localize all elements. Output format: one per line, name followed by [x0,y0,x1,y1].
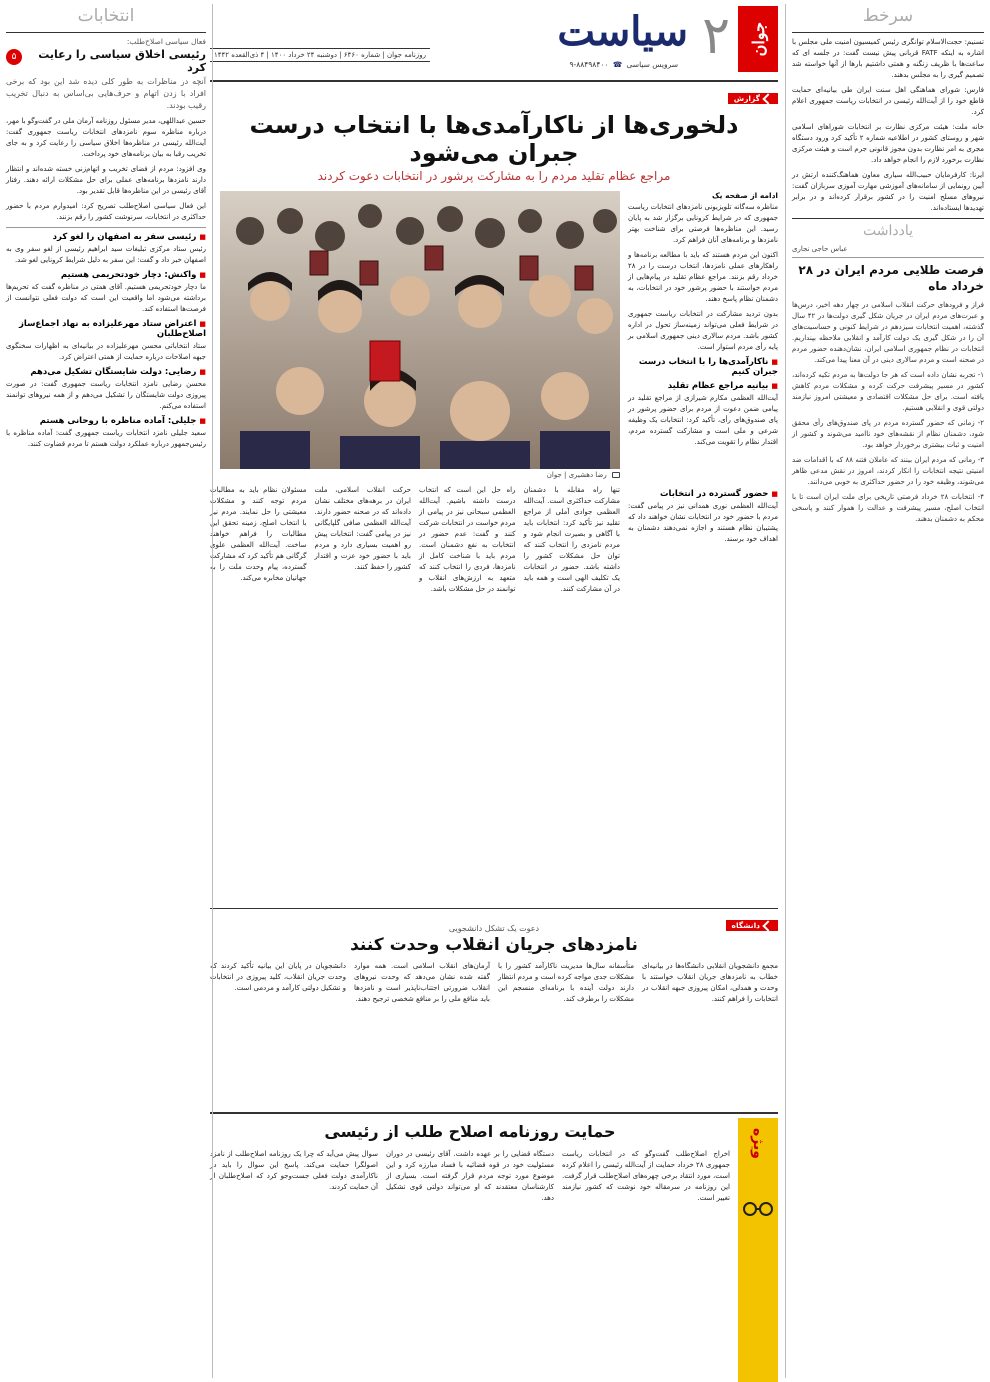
service-line [569,60,678,69]
kicker-tag [728,93,778,104]
news-text: ما دچار خودتحریمی هستیم. آقای همتی در مناظره گفت که تحریم‌ها برداشته می‌شود اما واقعیت این است که دولت فعلی نتوانست از فرصت‌ها استفاده کند. [6,283,206,313]
right-column [792,0,984,1382]
special-columns [210,1149,730,1208]
special-badge-block [738,1118,778,1382]
brief-item: فارس: شورای هماهنگی اهل سنت ایران طی بیانیه‌ای حمایت قاطع خود را از آیت‌الله رئیسی در انتخابات ریاست جمهوری اعلام کرد. [792,86,984,116]
news-title: ■ اعتراض ستاد مهرعلیزاده به نهاد اجماع‌ساز اصلاح‌طلبان [6,319,206,339]
main-body-col [315,485,412,599]
main-photo-wrap [220,191,620,479]
divider [792,218,984,219]
crowd-illustration [220,191,620,469]
sidebar-paragraph: بدون تردید مشارکت در انتخابات ریاست جمهوری در شرایط فعلی می‌تواند زمینه‌ساز تحول در اداره کشور باشد. مردم سالاری دینی جمهوری اسلامی بر پایه رأی مردم استوار است. [628,310,778,351]
news-briefs [792,37,984,214]
news-text: رئیس ستاد مرکزی تبلیغات سید ابراهیم رئیسی از لغو سفر وی به اصفهان خبر داد و گفت: این سفر به دلیل شرایط کرونایی لغو شد. [6,245,206,264]
body-paragraph: تنها راه مقابله با دشمنان مشارکت حداکثری است. آیت‌الله العظمی جوادی آملی از مراجع تقلید نیز تأکید کرد: انتخابات باید با آگاهی و بصیرت انجام شود و مردم نامزدی را انتخاب کنند که توان حل مشکلات کشور را داشته باشد. حضور در انتخابات یک تکلیف الهی است و همه باید در آن مشارکت کنند. [523,486,620,593]
main-headline: دلخوری‌ها از ناکارآمدی‌ها با انتخاب درست جبران می‌شود [249,111,739,167]
continuation-label: ادامه از صفحه یک [712,191,778,200]
service-phone: ۸۸۴۹۸۴۰۰-۹ [569,60,609,69]
note-paragraph: ۳- رمانی که مردم ایران بینند که عاملان فتنه ۸۸ که با اقدامات ضد امنیتی نتیجه انتخابات را انکار کردند، امروز در نقش مدعی ظاهر می‌شوند، وظیفه خود را در حضور حداکثری به خوبی می‌دانند. [792,456,984,486]
news-title: ■ رضایی: دولت شایستگان تشکیل می‌دهم [6,367,206,377]
student-overline: دعوت یک تشکل دانشجویی [448,924,540,933]
student-paragraph: دانشجویان در پایان این بیانیه تأکید کردند که وحدت جریان انقلاب، کلید پیروزی در انتخابات و تشکیل دولتی کارآمد و مردمی است. [210,962,346,992]
main-body-col [210,485,307,599]
pen-icon [762,93,773,104]
author-name: عباس حاجی نجاری [792,245,848,253]
news-text: ستاد انتخاباتی محسن مهرعلیزاده در بیانیه‌ای به اظهارات سخنگوی جبهه اصلاحات درباره حمایت از همتی اعتراض کرد. [6,342,206,361]
news-text: محسن رضایی نامزد انتخابات ریاست جمهوری گفت: در صورت پیروزی دولت شایستگان را تشکیل می‌دهم و از همه نیروهای توانمند استفاده می‌کنم. [6,380,206,410]
glasses-icon [742,1199,774,1217]
sidebar-paragraph: اکنون این مردم هستند که باید با مطالعه برنامه‌ها و راهکارهای عملی نامزدها، انتخاب درست را در ۲۸ خرداد رقم بزنند. مراجع عظام تقلید در پیام‌هایی از مردم خواستند با حضور پرشور خود در انتخابات، به دشمنان نظام پاسخ دهند. [628,251,778,303]
main-photo [220,191,620,469]
kicker-label: دانشگاه [731,921,760,930]
special-badge: ویژه [750,1128,766,1159]
sidebar-paragraph: مناظره سه‌گانه تلویزیونی نامزدهای انتخابات ریاست جمهوری که در شرایط کرونایی برگزار شد به پایان رسید. این مناظره‌ها فرصتی برای شناخت بهتر نامزدها و برنامه‌های آنان فراهم کرد. [628,203,778,244]
kicker-tag [726,920,778,931]
subsection-text: آیت‌الله العظمی نوری همدانی نیز در پیامی گفت: مردم با حضور خود در انتخابات نشان خواهند داد که پشتیبان نظام هستند و اجازه نمی‌دهند دشمنان به اهداف خود برسند. [628,502,778,543]
brand-name: جوان [748,21,768,57]
news-text: سعید جلیلی نامزد انتخابات ریاست جمهوری گفت: آماده مناظره با رئیس‌جمهور درباره عملکرد دولت هستم تا مردم قضاوت کنند. [6,429,206,448]
special-body [210,1118,730,1382]
student-columns [210,961,778,1009]
left-lead: آنچه در مناظرات به طور کلی دیده شد این بود که برخی افراد با زدن اتهام و حرف‌هایی بی‌اساس به دنبال تخریب رقیب بودند. [6,77,206,110]
special-story [210,1108,778,1372]
masthead-rule [210,80,778,82]
column-divider [785,4,786,1378]
special-paragraph: سوال پیش می‌آید که چرا یک روزنامه اصلاح‌طلب از نامزد اصولگرا حمایت می‌کند. پاسخ این سوال را باید در ناکارآمدی دولت فعلی جست‌وجو کرد که اصلاح‌طلبان از آن حمایت کردند. [210,1150,378,1191]
news-title: ■ رئیسی سفر به اصفهان را لغو کرد [6,232,206,242]
news-title: ■ جلیلی: آماده مناظره با روحانی هستم [6,416,206,426]
news-title: ■ واکنش: دچار خودتحریمی هستیم [6,270,206,280]
column-divider [212,4,213,1378]
center-area [210,0,778,1382]
divider [792,32,984,33]
left-lead-block [6,37,206,76]
brief-item: ایرنا: کارفرمایان حبیب‌الله سیاری معاون هماهنگ‌کننده ارتش در آیین رونمایی از سامانه‌های آموزشی مهارت آموزی سربازان گفت: نیروهای مسلح امنیت را در کشور برقرار کرده‌اند و در برابر تهدیدها ایستاده‌اند. [792,171,984,212]
student-story [210,904,778,1009]
body-paragraph: مسئولان نظام باید به مطالبات مردم توجه کنند و مشکلات معیشتی را حل نمایند. مردم نیز با انتخاب اصلح، زمینه تحقق این مطالبات را فراهم خواهند ساخت. آیت‌الله العظمی علوی گرگانی هم تأکید کرد که مشارکت گسترده، پیام وحدت ملت را به جهانیان مخابره می‌کند. [210,486,307,582]
special-paragraph: اخراج اصلاح‌طلب گفت‌وگو که در انتخابات ریاست جمهوری ۲۸ خرداد حمایت از آیت‌الله رئیسی را اعلام کرده است، مورد انتقاد برخی چهره‌های اصلاح‌طلب قرار گرفت. این روزنامه در سرمقاله خود نوشت که کشور نیازمند تغییر است. [562,1150,730,1202]
student-paragraph: آرمان‌های انقلاب اسلامی است. همه موارد گفته شده نشان می‌دهد که وحدت نیروهای انقلاب ضرورتی اجتناب‌ناپذیر است و نامزدها باید منافع ملی را بر منافع شخصی ترجیح دهند. [354,962,490,1003]
note-paragraph: فراز و فرودهای حرکت انقلاب اسلامی در چهار دهه اخیر، درس‌ها و عبرت‌های مردم ایران در جریان شکل گیری دولت‌ها در ۴۲ سال گذشته، اهمیت انتخابات سیزدهم در شرایط کنونی و حساسیت‌های آن را در شکل گیری یک دولت کارآمد و انقلابی ملاحظه بپنداریم. انتخابات در نظام جمهوری اسلامی ایران، نشان‌دهنده حضور مردم در صحنه است و مردم سالاری دینی در آن معنا پیدا می‌کند. [792,301,985,364]
main-body-col [524,485,621,599]
page-number: ۲ [702,6,730,66]
main-body-col [628,485,778,599]
kicker-label: گزارش [733,94,760,103]
main-subhead: مراجع عظام تقلید مردم را به مشارکت پرشور در انتخابات دعوت کردند [317,169,671,183]
note-paragraph: ۴- انتخابات ۲۸ خرداد فرصتی تاریخی برای ملت ایران است تا با انتخاب اصلح، مسیر پیشرفت و عدالت را هموار کنند و پاسخی محکم به دشمنان بدهند. [792,493,984,523]
caption-text: رضا دهشیری | جوان [546,471,607,479]
main-body [210,485,778,599]
main-story [210,86,778,599]
divider [210,908,778,909]
divider [792,257,984,258]
brand-logo [738,6,778,72]
left-column-header: انتخابات [77,6,135,26]
student-headline: نامزدهای جریان انقلاب وحدت کنند [350,935,638,955]
sidebar-subhead: ■ ناکارآمدی‌ها را با انتخاب درست جبران کنیم [628,357,778,377]
student-paragraph: متأسفانه سال‌ها مدیریت ناکارآمد کشور را با مشکلات جدی مواجه کرده است و مردم انتظار دارند دولت آینده با برنامه‌ای منسجم این مشکلات را برطرف کند. [498,962,634,1003]
left-headline: رئیسی اخلاق سیاسی را رعایت کرد [38,48,206,74]
note-title: فرصت طلایی مردم ایران در ۲۸ خرداد ماه [798,263,984,293]
service-label: سرویس سیاسی [626,60,678,69]
main-upper [210,191,778,479]
note-header: یادداشت [863,223,913,239]
note-paragraph: ۲- زمانی که حضور گسترده مردم در پای صندوق‌های رأی محقق شود، دشمنان نظام از نقشه‌های خود ناامید می‌شوند و کشور از امنیت و ثبات بیشتری برخوردار خواهد بود. [792,419,984,449]
masthead [210,6,778,78]
camera-icon [612,472,620,478]
phone-icon: ☎ [612,60,623,69]
left-paragraph: حسین عبداللهی، مدیر مسئول روزنامه آرمان ملی در گفت‌وگو با مهر، درباره مناظره سوم نامزدهای انتخابات ریاست جمهوری گفت: آیت‌الله رئیسی در مناظره‌ها اخلاق سیاسی را رعایت کرد و به جای تخریب رقبا به بیان برنامه‌های خود پرداخت. [6,117,206,158]
issue-line: روزنامه جوان | شماره ۶۴۶۰ | دوشنبه ۲۴ خرداد ۱۴۰۰ | ۴ ذی‌القعده ۱۴۴۲ [210,48,430,62]
body-paragraph: حرکت انقلاب اسلامی، ملت ایران در برهه‌های مختلف نشان داده‌اند که در صحنه حضور دارند. آیت‌الله العظمی صافی گلپایگانی نیز در پیامی گفت: انتخابات پیش رو اهمیت بسیاری دارد و مردم باید با حضور خود عزت و اقتدار کشور را حفظ کنند. [314,486,411,571]
brief-item: خانه ملت: هیئت مرکزی نظارت بر انتخابات شوراهای اسلامی شهر و روستای کشور در اطلاعیه شماره ۲ تأکید کرد ورود دستگاه‌ مجری به امر نظارت بدون مجوز قانونی جرم است و هیئت مرکزی نظارت برخورد لازم را انجام خواهد داد. [792,123,984,164]
main-sidebar [628,191,778,479]
left-paragraph: این فعال سیاسی اصلاح‌طلب تصریح کرد: امیدوارم مردم با حضور حداکثری در انتخابات، سرنوشت کشور را رقم بزنند. [6,202,206,221]
main-body-col [419,485,516,599]
divider [210,1112,778,1114]
right-column-header: سرخط [862,6,914,26]
special-layout [210,1118,778,1382]
pen-icon [762,920,773,931]
divider [6,227,206,228]
special-headline: حمایت روزنامه اصلاح طلب از رئیسی [324,1122,616,1141]
left-overline: فعال سیاسی اصلاح‌طلب: [126,37,206,46]
subsection-title: ■ بیانیه مراجع عظام تقلید [628,381,778,391]
body-paragraph: راه حل این است که انتخاب درست داشته باشیم. آیت‌الله العظمی سبحانی نیز در پیامی از مردم خواست در انتخابات شرکت کنند و گفت: عدم حضور در انتخابات به نفع دشمنان است. مردم باید با شناخت کامل از نامزدها، فردی را انتخاب کنند که متعهد به ارزش‌های انقلاب و توانمند در حل مشکلات باشد. [419,486,516,593]
brief-item: تسنیم: حجت‌الاسلام توانگری رئیس کمیسیون امنیت ملی مجلس با اشاره به اینکه FATF قربانی پیش نیست گفت: در جلسه ای که ساعت‌ها با ظریف زنگنه و همتی داشتیم بارها از آنها خواسته شد تصمیم گیری را به مجلس بدهند. [792,38,984,79]
subsection-title: ■ حضور گسترده در انتخابات [628,489,778,499]
section-title: سیاست [557,8,688,55]
photo-caption [220,471,620,479]
page-badge: ۵ [6,49,22,65]
note-paragraph: ۱- تجربه نشان داده است که هر جا دولت‌ها به مردم تکیه کرده‌اند، کشور در مسیر پیشرفت حرکت کرده و مشکلات مردم کاهش یافته است. برای حل مشکلات اقتصادی و معیشتی امروز نیازمند دولتی قوی و انقلابی هستیم. [792,371,984,412]
left-paragraph: وی افزود: مردم از فضای تخریب و اتهام‌زنی خسته شده‌اند و انتظار دارند نامزدها برنامه‌های عملی برای حل مشکلات ارائه دهند. رفتار آقای رئیسی در این مناظره‌ها قابل تقدیر بود. [6,165,206,195]
student-paragraph: مجمع دانشجویان انقلابی دانشگاه‌ها در بیانیه‌ای خطاب به نامزدهای جریان انقلاب خواستند با وحدت و همدلی، امکان پیروزی جبهه انقلاب در انتخابات را فراهم کنند. [642,962,778,1003]
divider [6,32,206,33]
subsection-text: آیت‌الله العظمی مکارم شیرازی از مراجع تقلید در پیامی ضمن دعوت از مردم برای حضور پرشور در پای صندوق‌های رأی، تأکید کرد: انتخابات یک وظیفه شرعی و ملی است و مشارکت گسترده مردم، اقتدار نظام را تقویت می‌کند. [628,394,778,446]
special-paragraph: دستگاه قضایی را بر عهده داشت. آقای رئیسی در دوران مسئولیت خود در قوه قضائیه با فساد مبارزه کرد و این موضوع مورد توجه مردم قرار گرفته است. بسیاری از کارشناسان معتقدند که او می‌تواند دولتی قوی تشکیل دهد. [386,1150,554,1202]
left-column [6,0,206,1382]
